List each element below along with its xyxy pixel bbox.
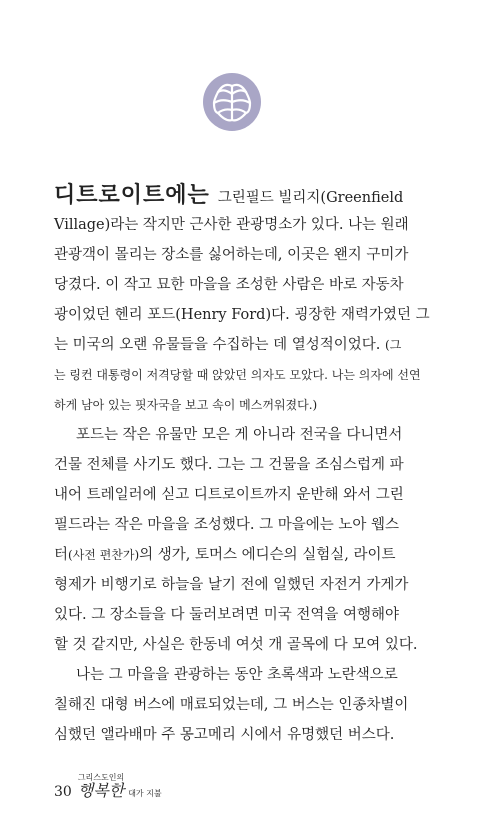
lead-phrase: 디트로이트에는: [54, 182, 210, 208]
page-footer: [54, 760, 162, 800]
paragraph-start-line: 나는 그 마을을 관광하는 동안 초록색과 노란색으로: [76, 667, 398, 683]
text-line: 있다. 그 장소들을 다 둘러보려면 미국 전역을 여행해야: [54, 607, 400, 623]
line-text: 그린필드 빌리지(Greenfield: [217, 190, 404, 206]
text-line: 내어 트레일러에 싣고 디트로이트까지 운반해 와서 그린: [54, 487, 404, 503]
book-title-line: 그리스도인의: [77, 772, 125, 782]
page-number: 30: [54, 784, 72, 800]
text-line: 칠해진 대형 버스에 매료되었는데, 그 버스는 인종차별이: [54, 697, 409, 713]
book-title-script: 행복한: [77, 781, 125, 801]
line-text: 터: [54, 547, 69, 563]
text-line: [54, 330, 434, 360]
text-line: 당겼다. 이 작고 묘한 마을을 조성한 사람은 바로 자동차: [54, 277, 404, 293]
text-line: 형제가 비행기로 하늘을 날기 전에 일했던 자전거 가게가: [54, 577, 409, 593]
text-line: 심했던 앨라배마 주 몽고메리 시에서 유명했던 버스다.: [54, 727, 395, 743]
book-title-rest: 대가 지불: [128, 789, 162, 799]
text-line: 필드라는 작은 마을을 조성했다. 그 마을에는 노아 웹스: [54, 517, 400, 533]
leaf-stamp-icon: [202, 72, 262, 132]
book-title: [78, 774, 162, 800]
text-line: Village)라는 작지만 근사한 관광명소가 있다. 나는 원래: [54, 217, 409, 233]
line-text: 는 미국의 오랜 유물들을 수집하는 데 열성적이었다.: [54, 337, 381, 353]
text-line: 광이었던 헨리 포드(Henry Ford)다. 굉장한 재력가였던 그: [54, 307, 430, 323]
text-line: [54, 540, 434, 570]
aside-text: (사전 편찬가): [68, 548, 140, 562]
book-title-row: [78, 782, 162, 800]
paragraph-start-line: 포드는 작은 유물만 모은 게 아니라 전국을 다니면서: [76, 427, 403, 443]
aside-text: (그: [385, 338, 402, 352]
text-line: [54, 180, 434, 210]
text-line: 관광객이 몰리는 장소를 싫어하는데, 이곳은 왠지 구미가: [54, 247, 409, 263]
body-text: [54, 180, 434, 750]
line-text: 의 생가, 토머스 에디슨의 실험실, 라이트: [139, 547, 396, 563]
text-line: 건물 전체를 사기도 했다. 그는 그 건물을 조심스럽게 파: [54, 457, 404, 473]
text-line: 할 것 같지만, 사실은 한동네 여섯 개 골목에 다 모여 있다.: [54, 637, 418, 653]
aside-line: 는 링컨 대통령이 저격당할 때 앉았던 의자도 모았다. 나는 의자에 선연: [54, 368, 421, 382]
aside-line: 하게 남아 있는 핏자국을 보고 속이 메스꺼워졌다.): [54, 398, 318, 412]
